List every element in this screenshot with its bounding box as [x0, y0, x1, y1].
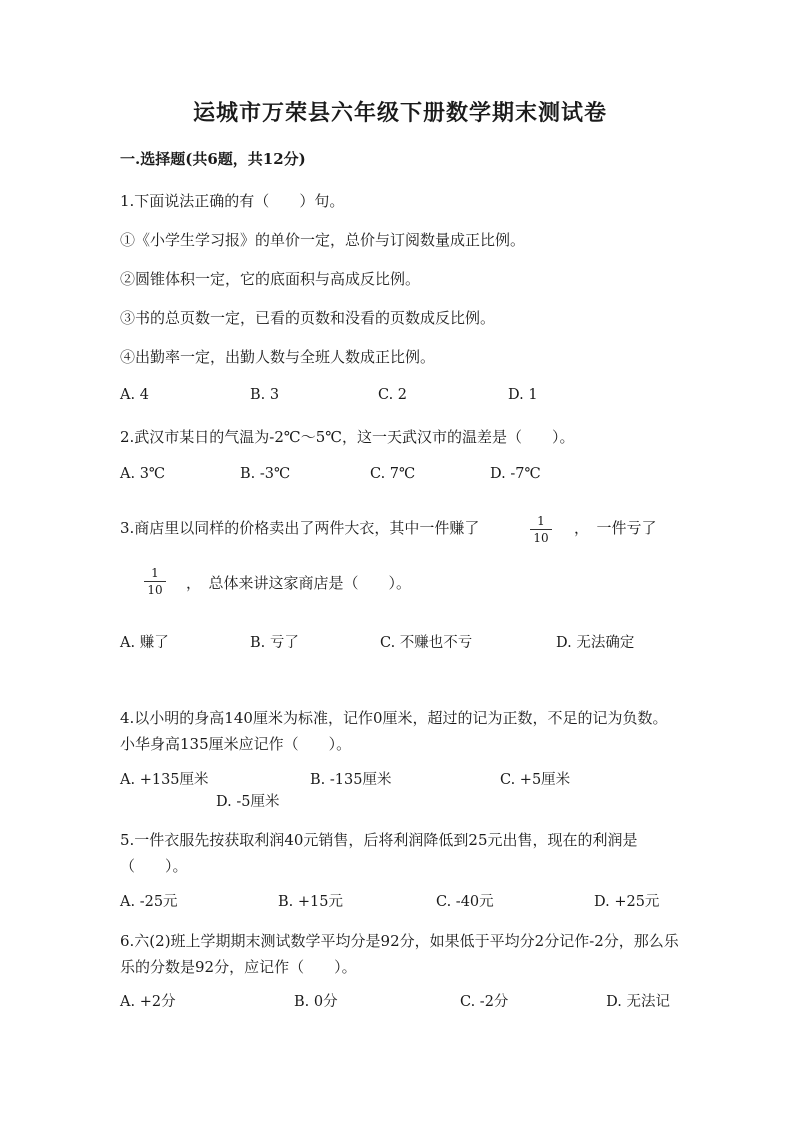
question-5-option-b: B. +15元 — [278, 894, 343, 910]
question-6-option-a: A. +2分 — [120, 994, 176, 1010]
question-6-option-c: C. -2分 — [460, 994, 509, 1010]
question-4-option-a: A. +135厘米 — [120, 772, 209, 788]
question-1-option-c: C. 2 — [378, 387, 408, 403]
question-1-statement-3: ③书的总页数一定，已看的页数和没看的页数成反比例。 — [120, 309, 496, 327]
fraction-one-tenth — [530, 514, 552, 545]
question-5-option-a: A. -25元 — [120, 894, 178, 910]
question-1-option-d: D. 1 — [508, 387, 538, 403]
fraction-bar — [144, 581, 166, 582]
fraction-one-tenth — [144, 566, 166, 597]
question-1-statement-4: ④出勤率一定，出勤人数与全班人数成正比例。 — [120, 348, 436, 366]
question-3-stem-part-2: ， 一件亏了 — [574, 519, 657, 537]
question-6-option-b: B. 0分 — [294, 994, 338, 1010]
question-1-option-b: B. 3 — [250, 387, 280, 403]
question-3-option-c: C. 不赚也不亏 — [380, 635, 473, 651]
question-2-option-b: B. -3℃ — [240, 466, 291, 482]
question-6-option-d: D. 无法记 — [606, 994, 670, 1010]
question-3-option-d: D. 无法确定 — [556, 635, 635, 651]
question-2-stem: 2.武汉市某日的气温为-2℃～5℃，这一天武汉市的温差是（ ）。 — [120, 428, 575, 446]
question-4-option-b: B. -135厘米 — [310, 772, 392, 788]
question-5-option-c: C. -40元 — [436, 894, 494, 910]
section-heading: 一.选择题(共6题，共12分) — [120, 150, 306, 168]
question-3-option-b: B. 亏了 — [250, 635, 299, 651]
question-6-stem: 6.六(2)班上学期期末测试数学平均分是92分，如果低于平均分2分记作-2分，那么乐乐的分数是92分，应记作（ ）。 — [120, 932, 679, 976]
question-2-option-a: A. 3℃ — [120, 466, 166, 482]
question-3-stem-part-3: ， 总体来讲这家商店是（ ）。 — [186, 574, 412, 592]
question-4-option-c: C. +5厘米 — [500, 772, 571, 788]
question-1-statement-1: ①《小学生学习报》的单价一定，总价与订阅数量成正比例。 — [120, 231, 526, 249]
page-title: 运城市万荣县六年级下册数学期末测试卷 — [192, 100, 607, 126]
question-5-option-d: D. +25元 — [594, 894, 660, 910]
fraction-denominator: 10 — [533, 531, 549, 545]
question-1-stem: 1.下面说法正确的有（ ）句。 — [120, 192, 345, 210]
question-2-option-d: D. -7℃ — [490, 466, 541, 482]
fraction-bar — [530, 529, 552, 530]
question-1-statement-2: ②圆锥体积一定，它的底面积与高成反比例。 — [120, 270, 421, 288]
fraction-numerator: 1 — [537, 514, 545, 528]
fraction-numerator: 1 — [151, 566, 159, 580]
question-5-stem: 5.一件衣服先按获取利润40元销售，后将利润降低到25元出售，现在的利润是（ ）。 — [120, 831, 638, 875]
question-4-stem: 4.以小明的身高140厘米为标准，记作0厘米，超过的记为正数，不足的记为负数。小华身高135厘米应记作（ ）。 — [120, 709, 668, 753]
question-4-option-d: D. -5厘米 — [216, 794, 280, 810]
question-2-option-c: C. 7℃ — [370, 466, 416, 482]
question-3-option-a: A. 赚了 — [120, 635, 169, 651]
question-1-option-a: A. 4 — [120, 387, 149, 403]
question-3-stem-part-1: 3.商店里以同样的价格卖出了两件大衣，其中一件赚了 — [120, 519, 480, 537]
fraction-denominator: 10 — [147, 583, 163, 597]
